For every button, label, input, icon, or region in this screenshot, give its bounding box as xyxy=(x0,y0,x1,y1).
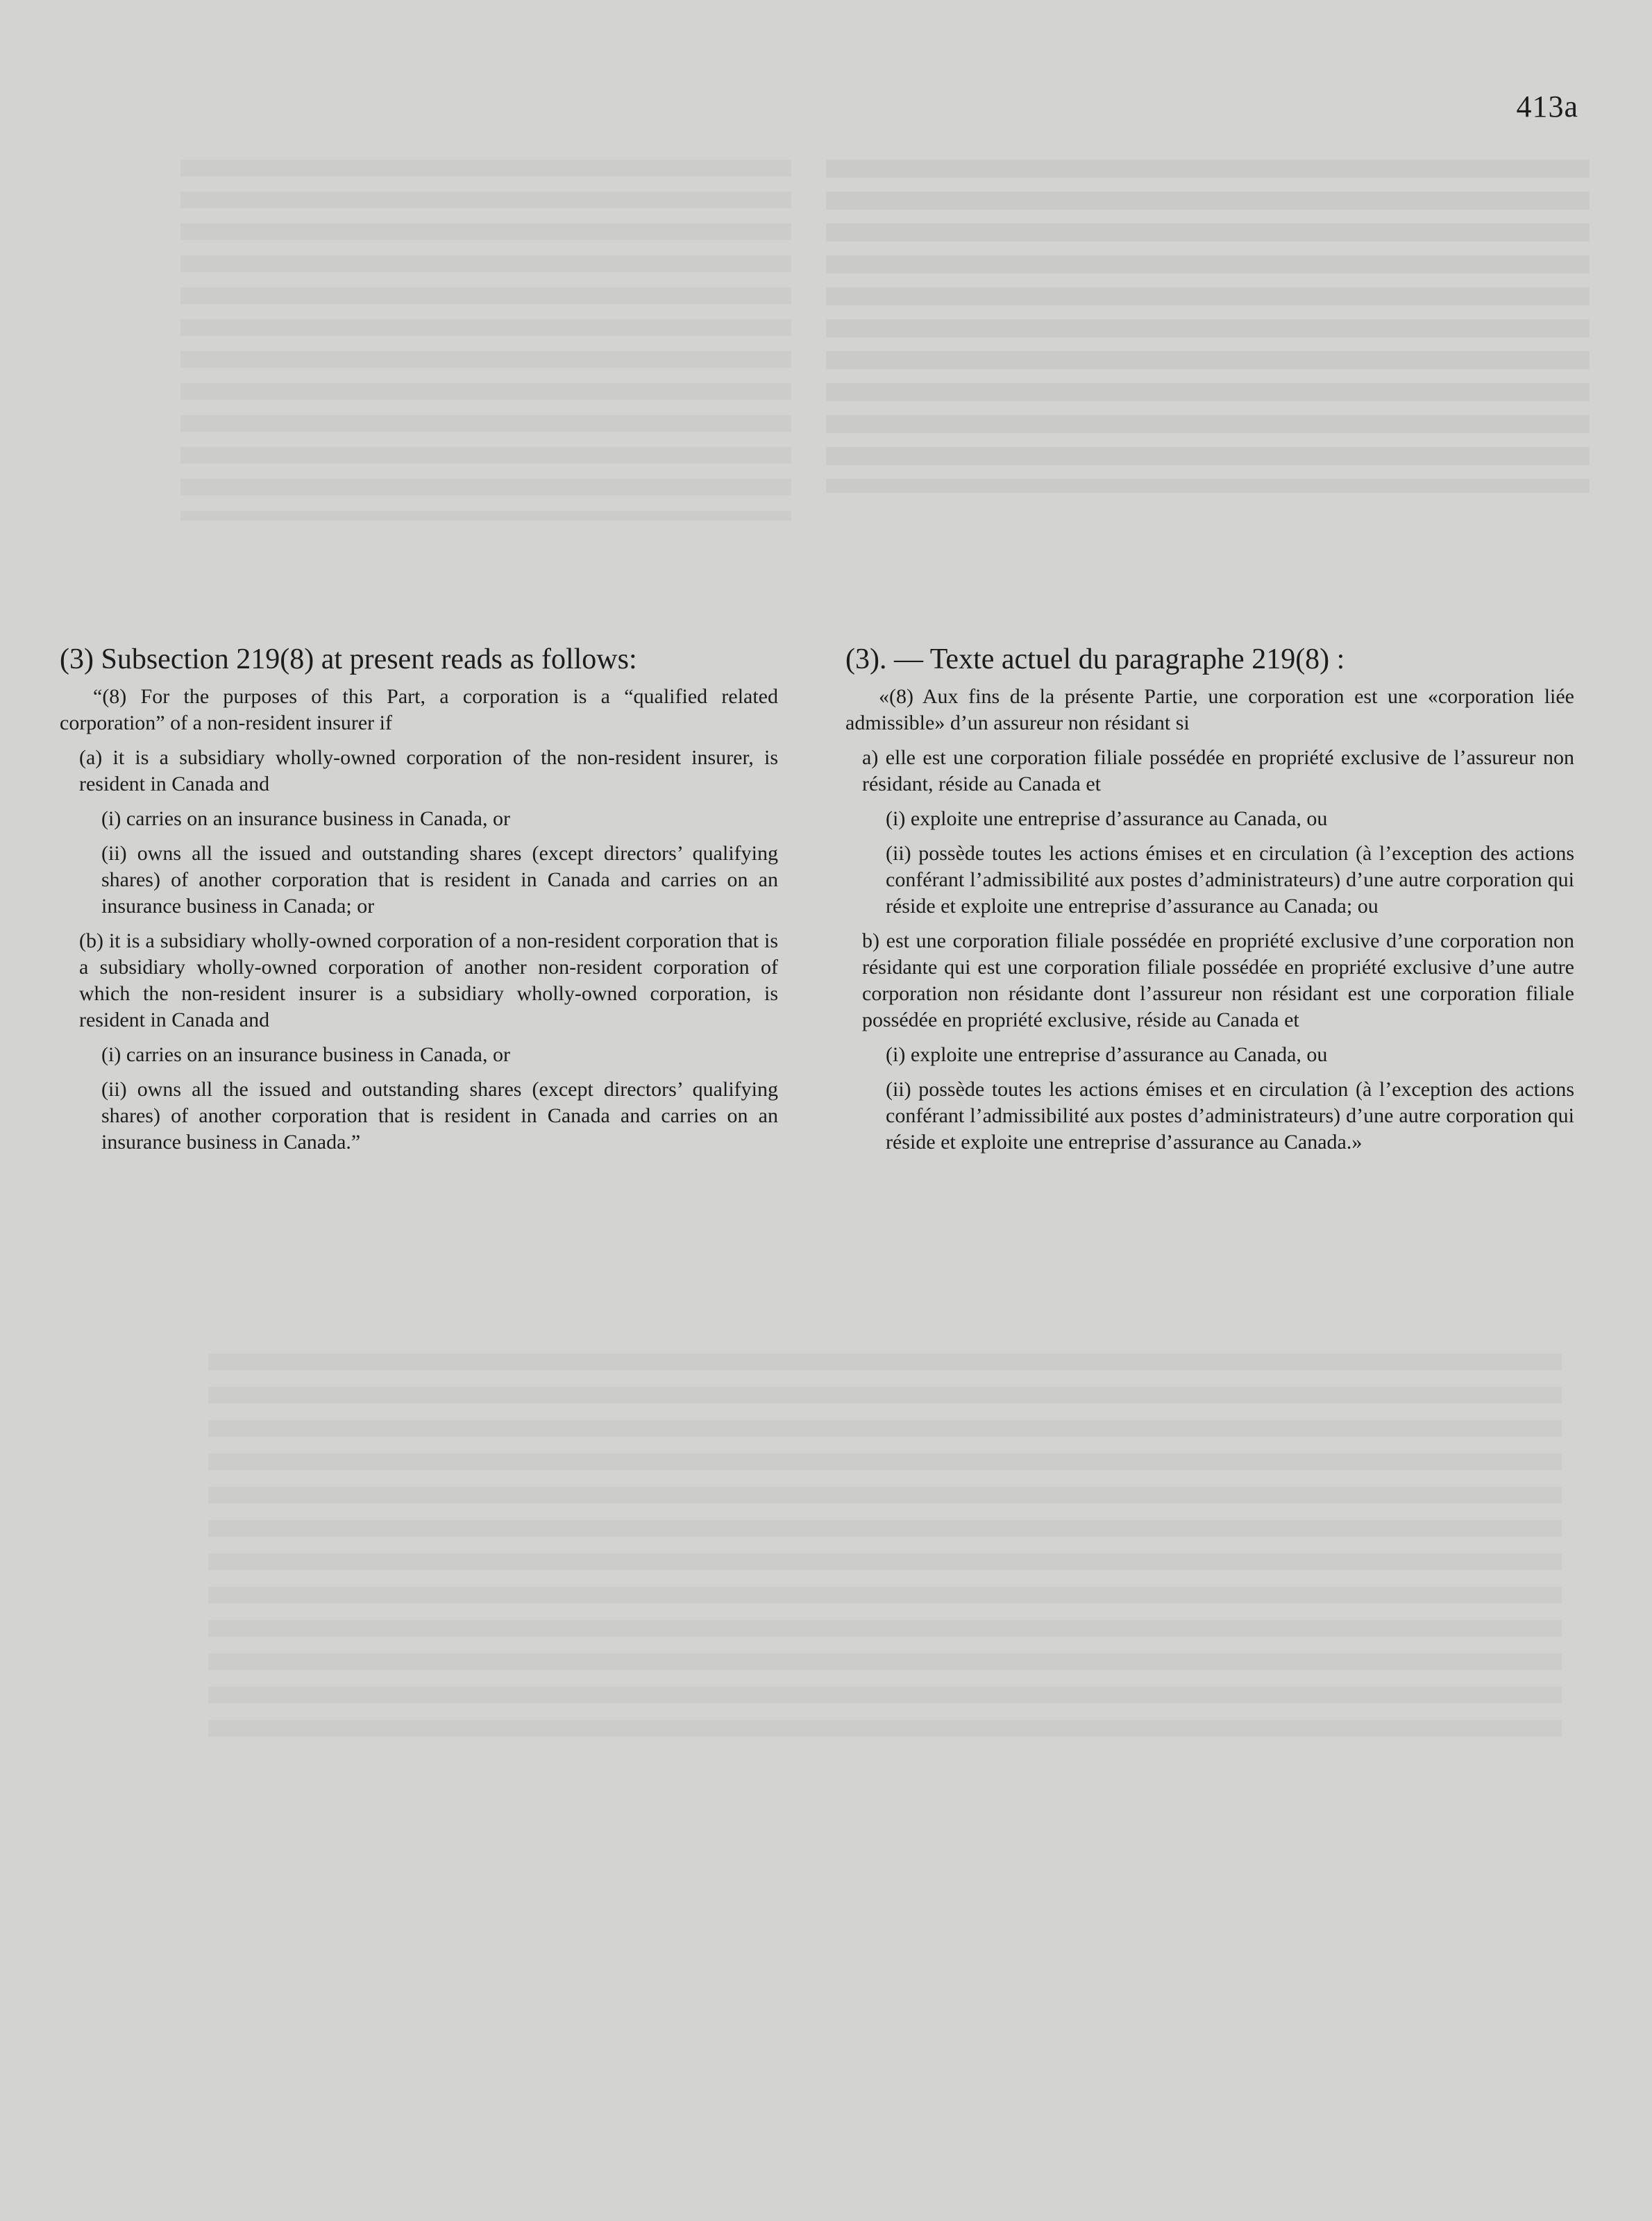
french-column xyxy=(845,642,1574,1164)
bleed-through-texture xyxy=(180,160,791,521)
english-clause-b-i: (i) carries on an insurance business in Canada, or xyxy=(101,1043,510,1066)
bleed-through-texture xyxy=(826,160,1590,493)
bleed-through-texture xyxy=(208,1353,1562,1742)
french-heading: (3). — Texte actuel du paragraphe 219(8) : xyxy=(845,643,1345,675)
french-clause-a-i: (i) exploite une entreprise d’assurance au Canada, ou xyxy=(886,807,1328,830)
page-number: 413a xyxy=(1516,90,1578,124)
french-intro-paragraph: «(8) Aux fins de la présente Partie, une corporation est une «corporation liée admissible» d’un assureur non résidant si xyxy=(845,685,1574,734)
english-intro-paragraph: “(8) For the purposes of this Part, a corporation is a “qualified related corporation” of a non-resident insurer if xyxy=(60,685,778,734)
english-clause-a-ii: (ii) owns all the issued and outstanding shares (except directors’ qualifying shares) of another corporation that is resident in Canada and carries on an insurance business in Canada; or xyxy=(101,842,778,918)
french-clause-a-ii: (ii) possède toutes les actions émises et en circulation (à l’exception des actions conférant l’admissibilité aux postes d’administrateurs) d’une autre corporation qui réside et exploite une entreprise d’assurance au Canada; ou xyxy=(886,842,1574,918)
english-column xyxy=(60,642,778,1164)
english-clause-a: (a) it is a subsidiary wholly-owned corporation of the non-resident insurer, is resident in Canada and xyxy=(79,746,778,795)
french-clause-b-i: (i) exploite une entreprise d’assurance au Canada, ou xyxy=(886,1043,1328,1066)
french-clause-b: b) est une corporation filiale possédée en propriété exclusive d’une corporation non résidante qui est une corporation filiale possédée en propriété exclusive d’une autre corporation non résidante dont l’assureur non résidant est une corporation filiale possédée en propriété exclusive, réside au Canada et xyxy=(862,929,1574,1031)
english-heading: (3) Subsection 219(8) at present reads as follows: xyxy=(60,643,637,675)
english-clause-b-ii: (ii) owns all the issued and outstanding shares (except directors’ qualifying shares) of another corporation that is resident in Canada and carries on an insurance business in Canada.” xyxy=(101,1078,778,1154)
french-clause-b-ii: (ii) possède toutes les actions émises et en circulation (à l’exception des actions conférant l’admissibilité aux postes d’administrateurs) d’une autre corporation qui réside et exploite une entreprise d’assurance au Canada.» xyxy=(886,1078,1574,1154)
french-clause-a: a) elle est une corporation filiale possédée en propriété exclusive de l’assureur non résidant, réside au Canada et xyxy=(862,746,1574,795)
english-clause-a-i: (i) carries on an insurance business in Canada, or xyxy=(101,807,510,830)
english-clause-b: (b) it is a subsidiary wholly-owned corporation of a non-resident corporation that is a subsidiary wholly-owned corporation of another non-resident corporation of which the non-resident insurer is a subsidiary wholly-owned corporation, is resident in Canada and xyxy=(79,929,778,1031)
